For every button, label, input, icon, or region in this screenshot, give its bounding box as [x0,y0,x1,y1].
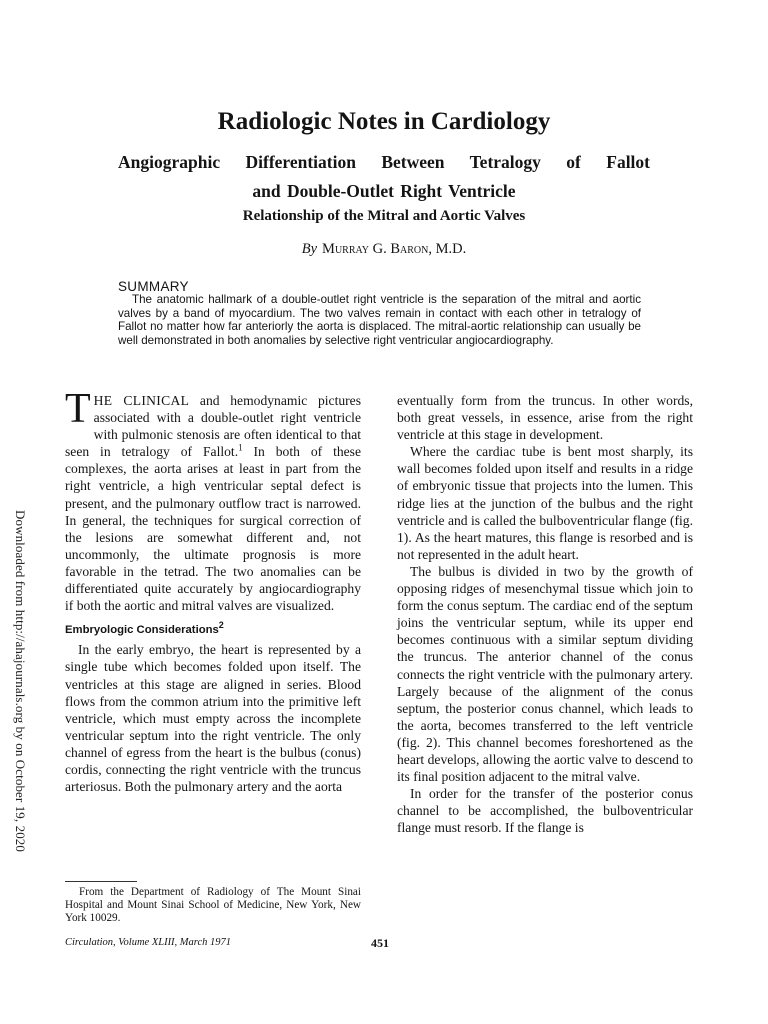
right-paragraph-3: The bulbus is divided in two by the growth of opposing ridges of mesenchymal tissue which join to form the conus septum. The cardiac end of the septum joins the ventricular septum, while its upper end becomes continuous with a similar septum dividing the truncus. The anterior channel of the conus connects the right ventricle with the pulmonary artery. Largely because of the alignment of the conus septum, the posterior conus channel, which leads to the aorta, becomes transferred to the left ventricle (fig. 2). This channel becomes foreshortened as the heart develops, allowing the aortic valve to descend to its final position adjacent to the mitral valve. [397,563,693,785]
right-paragraph-4: In order for the transfer of the posterior conus channel to be accomplished, the bulboventricular flange must resorb. If the flange is [397,786,693,836]
download-watermark: Downloaded from http://ahajournals.org by on October 19, 2020 [13,510,28,852]
intro-small-caps: HE CLINICAL [93,393,190,408]
summary-body: The anatomic hallmark of a double-outlet right ventricle is the separation of the mitral and aortic valves by a band of myocardium. The two valves remain in contact with each other in tetralogy of Fallot no matter how far anteriorly the aorta is displaced. The mitral-aortic relationship can usually be well demonstrated in both anomalies by selective right ventricular angiocardiography. [118,293,641,347]
drop-cap: T [65,386,91,432]
article-subtitle-line-2: and Double-Outlet Right Ventricle [252,181,516,201]
intro-paragraph [65,386,361,614]
reference-1: 1 [238,442,243,453]
article-subtitle-line-3: Relationship of the Mitral and Aortic Valves [242,208,526,224]
article-subtitle-line-1: Angiographic Differentiation Between Tetralogy of Fallot [118,152,650,172]
byline-by: By [301,241,318,257]
author-name: Murray G. Baron, M.D. [322,241,467,257]
intro-text: and hemodynamic pictures associated with a double-outlet right ventricle with pulmonic stenosis are often identical to that seen in tetralogy of Fallot. [65,393,361,460]
right-column [397,392,693,836]
journal-citation: Circulation, Volume XLIII, March 1971 [65,937,232,948]
section-heading-text: Embryologic Considerations [65,624,219,637]
right-paragraph-1: eventually form from the truncus. In other words, both great vessels, in essence, arise from the right ventricle at this stage in development. [397,393,693,443]
section-heading-embryologic [65,622,361,639]
embryo-paragraph: In the early embryo, the heart is represented by a single tube which becomes folded upon itself. The ventricles at this stage are aligned in series. Blood flows from the common atrium into the primitive left ventricle, which must empty across the incomplete ventricular septum into the right ventricle. The only channel of egress from the heart is the bulbus (conus) cordis, connecting the right ventricle with the truncus arteriosus. Both the pulmonary artery and the aorta [65,642,361,795]
intro-text-cont: In both of these complexes, the aorta arises at least in part from the right ventricle, a high ventricular septal defect is present, and the pulmonary outflow tract is narrowed. In general, the techniques for surgical correction of the lesions are somewhat different and, not uncommonly, the ultimate prognosis is more favorable in the tetrad. The two anomalies can be differentiated quite accurately by angiocardiography if both the aortic and mitral valves are visualized. [65,444,361,614]
page-number: 451 [371,936,389,950]
footnote-affiliation: From the Department of Radiology of The Mount Sinai Hospital and Mount Sinai School of Medicine, New York, New York 10029. [65,886,361,925]
reference-2: 2 [218,620,224,631]
footnote-rule [65,881,137,882]
summary-heading: SUMMARY [118,279,189,294]
byline [0,241,768,258]
right-paragraph-2: Where the cardiac tube is bent most sharply, its wall becomes folded upon itself and results in a ridge of embryonic tissue that projects into the lumen. This ridge lies at the junction of the bulbus and the right ventricle and is called the bulboventricular flange (fig. 1). As the heart matures, this flange is resorbed and is not represented in the adult heart. [397,444,693,562]
article-title: Radiologic Notes in Cardiology [217,108,551,135]
left-column [65,386,361,795]
